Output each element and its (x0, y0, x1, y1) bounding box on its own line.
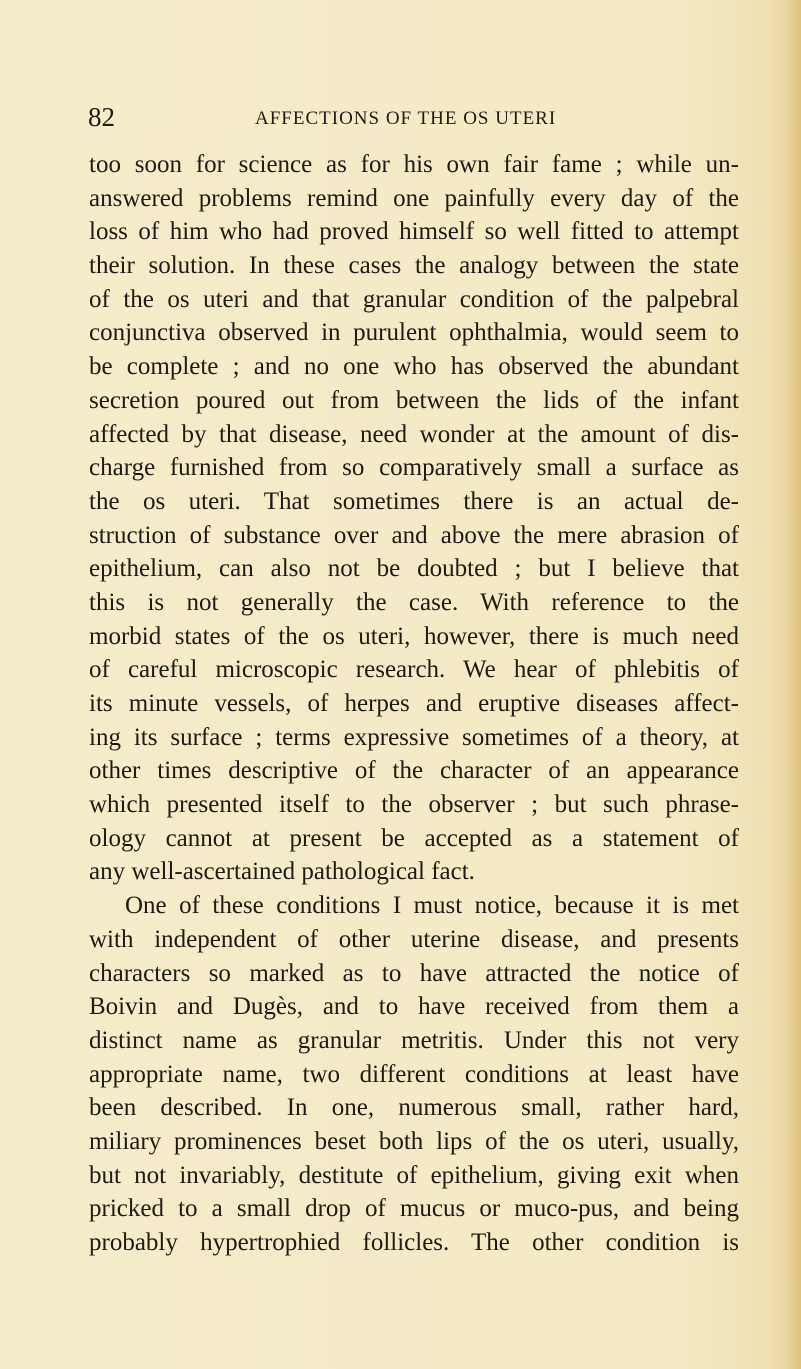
text-line: charge furnished from so comparatively small a surface as (89, 454, 739, 482)
text-line: morbid states of the os uteri, however, there is much need (89, 622, 739, 650)
text-line: characters so marked as to have attracted the notice of (89, 959, 739, 987)
text-line: of careful microscopic research. We hear of phlebitis of (89, 656, 739, 684)
text-line: with independent of other uterine disease, and presents (89, 925, 739, 953)
text-line: been described. In one, numerous small, rather hard, (89, 1094, 739, 1122)
text-line: the os uteri. That sometimes there is an actual de- (89, 487, 739, 515)
text-line: loss of him who had proved himself so well fitted to attempt (89, 218, 739, 246)
text-line: Boivin and Dugès, and to have received from them a (89, 993, 739, 1021)
page-number: 82 (88, 102, 115, 132)
page-edge (787, 0, 801, 1369)
text-line: their solution. In these cases the analogy between the state (89, 252, 739, 280)
text-line: too soon for science as for his own fair fame ; while un- (89, 151, 739, 178)
paragraph-end-line: any well-ascertained pathological fact. (89, 858, 475, 886)
text-line: secretion poured out from between the lids of the infant (89, 386, 739, 414)
page-header (88, 102, 748, 142)
text-line: conjunctiva observed in purulent ophthalmia, would seem to (89, 319, 739, 347)
running-head: AFFECTIONS OF THE OS UTERI (255, 108, 557, 129)
text-line: its minute vessels, of herpes and eruptive diseases affect- (89, 690, 739, 717)
text-line: of the os uteri and that granular condition of the palpebral (89, 285, 739, 313)
text-line: miliary prominences beset both lips of the os uteri, usually, (89, 1127, 739, 1155)
paragraph-start-line: One of these conditions I must notice, because it is met (125, 892, 739, 920)
text-line: distinct name as granular metritis. Under this not very (89, 1026, 739, 1054)
text-line: appropriate name, two different conditions at least have (89, 1060, 739, 1088)
text-line: pricked to a small drop of mucus or muco-pus, and being (89, 1195, 739, 1223)
text-line: be complete ; and no one who has observed the abundant (89, 353, 739, 381)
body-text (89, 148, 739, 1260)
text-line: epithelium, can also not be doubted ; but I believe that (89, 555, 739, 583)
text-line: which presented itself to the observer ; but such phrase- (89, 791, 739, 819)
text-line: struction of substance over and above the mere abrasion of (89, 521, 739, 549)
text-line: answered problems remind one painfully every day of the (89, 184, 739, 212)
text-line: affected by that disease, need wonder at the amount of dis- (89, 420, 739, 448)
text-line: but not invariably, destitute of epithelium, giving exit when (89, 1161, 739, 1189)
text-line: probably hypertrophied follicles. The other condition is (89, 1229, 739, 1256)
text-line: ing its surface ; terms expressive sometimes of a theory, at (89, 723, 739, 751)
text-line: this is not generally the case. With reference to the (89, 588, 739, 616)
text-line: ology cannot at present be accepted as a statement of (89, 824, 739, 852)
text-line: other times descriptive of the character of an appearance (89, 757, 739, 785)
